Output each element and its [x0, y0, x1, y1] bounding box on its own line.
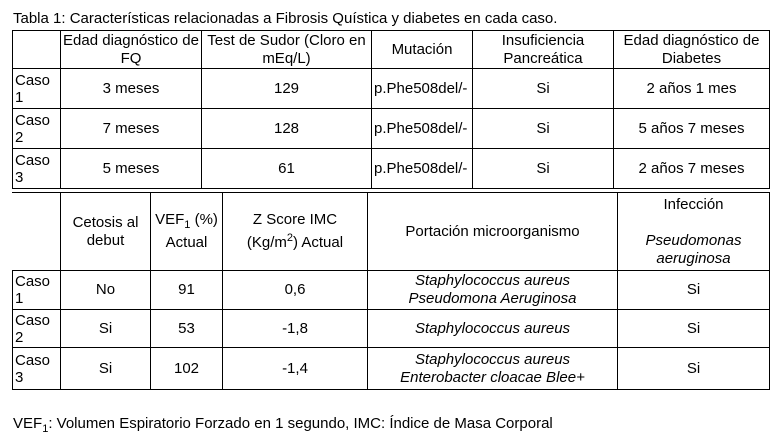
row-label: Caso 1 — [13, 271, 61, 310]
table-caption: Tabla 1: Características relacionadas a Fibrosis Quística y diabetes en cada caso. — [13, 10, 558, 27]
row-label: Caso 2 — [13, 310, 61, 348]
row-label: Caso 2 — [13, 109, 61, 149]
table-row — [13, 310, 770, 348]
header-test-sudor: Test de Sudor (Cloro en mEq/L) — [202, 31, 372, 69]
header-cetosis: Cetosis al debut — [61, 193, 151, 271]
header-edad-fq: Edad diagnóstico de FQ — [61, 31, 202, 69]
table-clinical — [12, 192, 770, 390]
table-row — [13, 69, 770, 109]
cell-vef: 102 — [151, 348, 223, 390]
header-vef — [151, 193, 223, 271]
cell-test-sudor: 61 — [202, 149, 372, 189]
cell-micro — [368, 271, 618, 310]
header-mutacion: Mutación — [372, 31, 473, 69]
table-row — [13, 348, 770, 390]
footnote-vef: VEF — [13, 415, 43, 432]
zscore-unit-post: ) Actual — [293, 234, 344, 251]
cell-edad-fq: 3 meses — [61, 69, 202, 109]
cell-micro — [368, 348, 618, 390]
vef-label-rest: (%) Actual — [165, 211, 218, 251]
cell-infeccion: Si — [618, 348, 770, 390]
cell-cetosis: Si — [61, 348, 151, 390]
cell-vef: 53 — [151, 310, 223, 348]
cell-edad-diabetes: 2 años 7 meses — [614, 149, 770, 189]
cell-infeccion: Si — [618, 271, 770, 310]
micro-name: Pseudomona Aeruginosa — [408, 290, 577, 307]
row-label: Caso 1 — [13, 69, 61, 109]
cell-edad-fq: 5 meses — [61, 149, 202, 189]
micro-name: Enterobacter cloacae Blee+ — [400, 368, 585, 386]
vef-subscript: 1 — [184, 219, 191, 231]
infeccion-species: Pseudomonas aeruginosa — [645, 231, 742, 267]
cell-micro — [368, 310, 618, 348]
zscore-unit-pre: (Kg/m — [246, 234, 287, 251]
cell-edad-fq: 7 meses — [61, 109, 202, 149]
footnote-text: : Volumen Espiratorio Forzado en 1 segundo, IMC: Índice de Masa Corporal — [48, 415, 553, 432]
header-empty — [13, 31, 61, 69]
table-row — [13, 271, 770, 310]
cell-mutacion: p.Phe508del/- — [372, 69, 473, 109]
vef-label: VEF — [155, 211, 185, 228]
cell-zscore: -1,4 — [223, 348, 368, 390]
header-edad-diabetes: Edad diagnóstico de Diabetes — [614, 31, 770, 69]
cell-test-sudor: 128 — [202, 109, 372, 149]
cell-insuficiencia: Si — [473, 149, 614, 189]
infeccion-title: Infección — [663, 195, 724, 213]
cell-cetosis: Si — [61, 310, 151, 348]
cell-vef: 91 — [151, 271, 223, 310]
micro-name: Staphylococcus aureus — [414, 350, 571, 368]
header-portacion: Portación microorganismo — [368, 193, 618, 271]
cell-mutacion: p.Phe508del/- — [372, 149, 473, 189]
micro-name: Staphylococcus aureus — [414, 272, 571, 289]
header-zscore — [223, 193, 368, 271]
zscore-line1: Z Score IMC — [252, 211, 338, 228]
cell-infeccion: Si — [618, 310, 770, 348]
table-header-row — [13, 193, 770, 271]
cell-insuficiencia: Si — [473, 109, 614, 149]
header-insuficiencia: Insuficiencia Pancreática — [473, 31, 614, 69]
cell-insuficiencia: Si — [473, 69, 614, 109]
spacer — [620, 214, 767, 232]
cell-mutacion: p.Phe508del/- — [372, 109, 473, 149]
micro-name: Staphylococcus aureus — [414, 319, 571, 337]
table-row — [13, 109, 770, 149]
table-fq-diabetes — [12, 30, 770, 189]
cell-cetosis: No — [61, 271, 151, 310]
row-label: Caso 3 — [13, 149, 61, 189]
header-infeccion — [618, 193, 770, 271]
row-label: Caso 3 — [13, 348, 61, 390]
footnote-subscript: 1 — [42, 423, 49, 435]
table-row — [13, 149, 770, 189]
cell-edad-diabetes: 2 años 1 mes — [614, 69, 770, 109]
cell-edad-diabetes: 5 años 7 meses — [614, 109, 770, 149]
header-empty — [13, 193, 61, 271]
cell-zscore: 0,6 — [223, 271, 368, 310]
cell-test-sudor: 129 — [202, 69, 372, 109]
footnote — [13, 415, 553, 438]
cell-zscore: -1,8 — [223, 310, 368, 348]
zscore-unit-sup: 2 — [286, 232, 294, 244]
table-header-row — [13, 31, 770, 69]
